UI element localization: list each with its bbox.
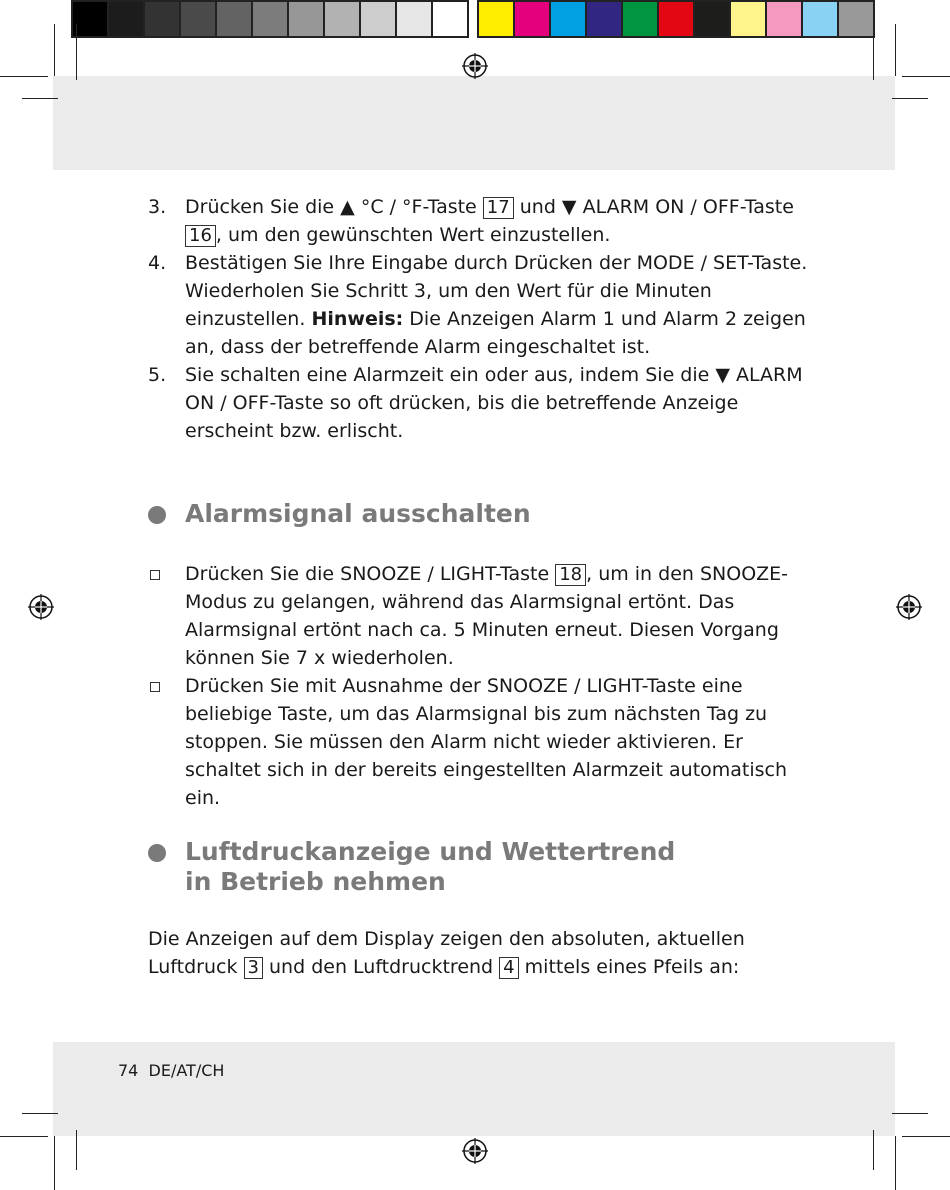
- color-swatch: [729, 0, 767, 38]
- step-number: 4.: [148, 252, 167, 274]
- registration-mark-icon: [462, 1138, 488, 1164]
- paragraph-text: Die Anzeigen auf dem Display zeigen den absoluten, aktuellen Luftdruck: [148, 928, 745, 978]
- part-reference: 16: [185, 225, 216, 247]
- steps-block: [148, 193, 808, 445]
- crop-mark: [895, 1136, 896, 1190]
- color-swatch: [693, 0, 731, 38]
- color-swatch: [477, 0, 515, 38]
- step-text: Bestätigen Sie Ihre Eingabe durch Drücken der MODE / SET-Taste. Wiederholen Sie Schritt 3, um den Wert für die Minuten einzustellen.: [185, 252, 808, 330]
- paragraph-text: und den Luftdrucktrend: [262, 956, 500, 978]
- section-heading: [148, 837, 808, 897]
- checkbox-bullet-icon: [150, 682, 160, 692]
- color-swatch: [323, 0, 361, 38]
- note-text: Die Anzeigen Alarm 1 und Alarm 2 zeigen an, dass der betreffende Alarm eingeschaltet ist.: [185, 308, 806, 358]
- part-reference: 4: [499, 957, 518, 979]
- crop-mark: [892, 98, 928, 99]
- crop-mark: [873, 1130, 874, 1170]
- color-swatch: [359, 0, 397, 38]
- crop-mark: [76, 1130, 77, 1170]
- crop-mark: [895, 24, 896, 76]
- crop-mark: [22, 98, 58, 99]
- registration-mark-icon: [462, 53, 488, 79]
- section-title-line: Luftdruckanzeige und Wettertrend: [185, 837, 676, 866]
- step-item: [148, 249, 808, 361]
- bullet-item: [148, 672, 808, 812]
- part-reference: 3: [244, 957, 263, 979]
- step-text: , um den gewünschten Wert einzustellen.: [215, 224, 611, 246]
- section-heading: [148, 499, 808, 529]
- crop-mark: [22, 1113, 58, 1114]
- color-swatch: [179, 0, 217, 38]
- color-swatch: [621, 0, 659, 38]
- color-swatch: [549, 0, 587, 38]
- color-swatch: [585, 0, 623, 38]
- step-item: [148, 361, 808, 445]
- crop-mark: [76, 24, 77, 80]
- section-title: Alarmsignal ausschalten: [185, 499, 531, 528]
- steps-list: [148, 193, 808, 445]
- footer-band: [53, 1042, 895, 1136]
- section-body: [148, 560, 808, 812]
- note-label: Hinweis:: [311, 308, 404, 330]
- color-swatch: [107, 0, 145, 38]
- color-swatch: [395, 0, 433, 38]
- color-swatch: [215, 0, 253, 38]
- color-swatch: [513, 0, 551, 38]
- bullet-item: [148, 560, 808, 672]
- step-text: Sie schalten eine Alarmzeit ein oder aus, indem Sie die ▼ ALARM ON / OFF-Taste so oft drücken, bis die betreffende Anzeige erscheint bzw. erlischt.: [185, 364, 803, 442]
- color-swatch: [251, 0, 289, 38]
- bullet-text: , um in den SNOOZE-Modus zu gelangen, während das Alarmsignal ertönt. Das Alarmsignal ertönt nach ca. 5 Minuten erneut. Diesen Vorgang können Sie 7 x wiederholen.: [185, 563, 789, 669]
- crop-mark: [892, 1113, 928, 1114]
- crop-mark: [54, 24, 55, 76]
- color-swatch: [431, 0, 469, 38]
- bullet-list: [148, 560, 808, 812]
- header-band: [53, 76, 895, 170]
- bullet-text: Drücken Sie mit Ausnahme der SNOOZE / LIGHT-Taste eine beliebige Taste, um das Alarmsignal bis zum nächsten Tag zu stoppen. Sie müssen den Alarm nicht wieder aktivieren. Er schaltet sich in der bereits eingestellten Alarmzeit automatisch ein.: [185, 675, 788, 809]
- crop-mark: [0, 76, 48, 77]
- step-text: Drücken Sie die ▲ °C / °F-Taste: [185, 196, 483, 218]
- heading-bullet-icon: [148, 506, 166, 524]
- color-swatch: [143, 0, 181, 38]
- color-swatch: [287, 0, 325, 38]
- checkbox-bullet-icon: [150, 570, 160, 580]
- color-swatch: [765, 0, 803, 38]
- color-swatch: [801, 0, 839, 38]
- page-number: 74: [118, 1061, 139, 1080]
- step-number: 3.: [148, 196, 167, 218]
- crop-mark: [902, 1136, 950, 1137]
- crop-mark: [0, 1136, 48, 1137]
- color-calibration-bar: [73, 0, 875, 38]
- step-text: und ▼ ALARM ON / OFF-Taste: [513, 196, 794, 218]
- crop-mark: [902, 76, 950, 77]
- registration-mark-icon: [896, 594, 922, 620]
- section-paragraph: [148, 925, 808, 981]
- step-item: [148, 193, 808, 249]
- part-reference: 18: [555, 564, 586, 586]
- crop-mark: [873, 24, 874, 80]
- crop-mark: [54, 1136, 55, 1190]
- heading-bullet-icon: [148, 844, 166, 862]
- page-footer: [118, 1061, 224, 1080]
- paragraph-text: mittels eines Pfeils an:: [518, 956, 740, 978]
- section-title-line: in Betrieb nehmen: [185, 867, 446, 896]
- bullet-text: Drücken Sie die SNOOZE / LIGHT-Taste: [185, 563, 556, 585]
- step-number: 5.: [148, 364, 167, 386]
- part-reference: 17: [483, 197, 514, 219]
- color-swatch: [657, 0, 695, 38]
- color-swatch: [837, 0, 875, 38]
- registration-mark-icon: [28, 594, 54, 620]
- region-label: DE/AT/CH: [148, 1061, 225, 1080]
